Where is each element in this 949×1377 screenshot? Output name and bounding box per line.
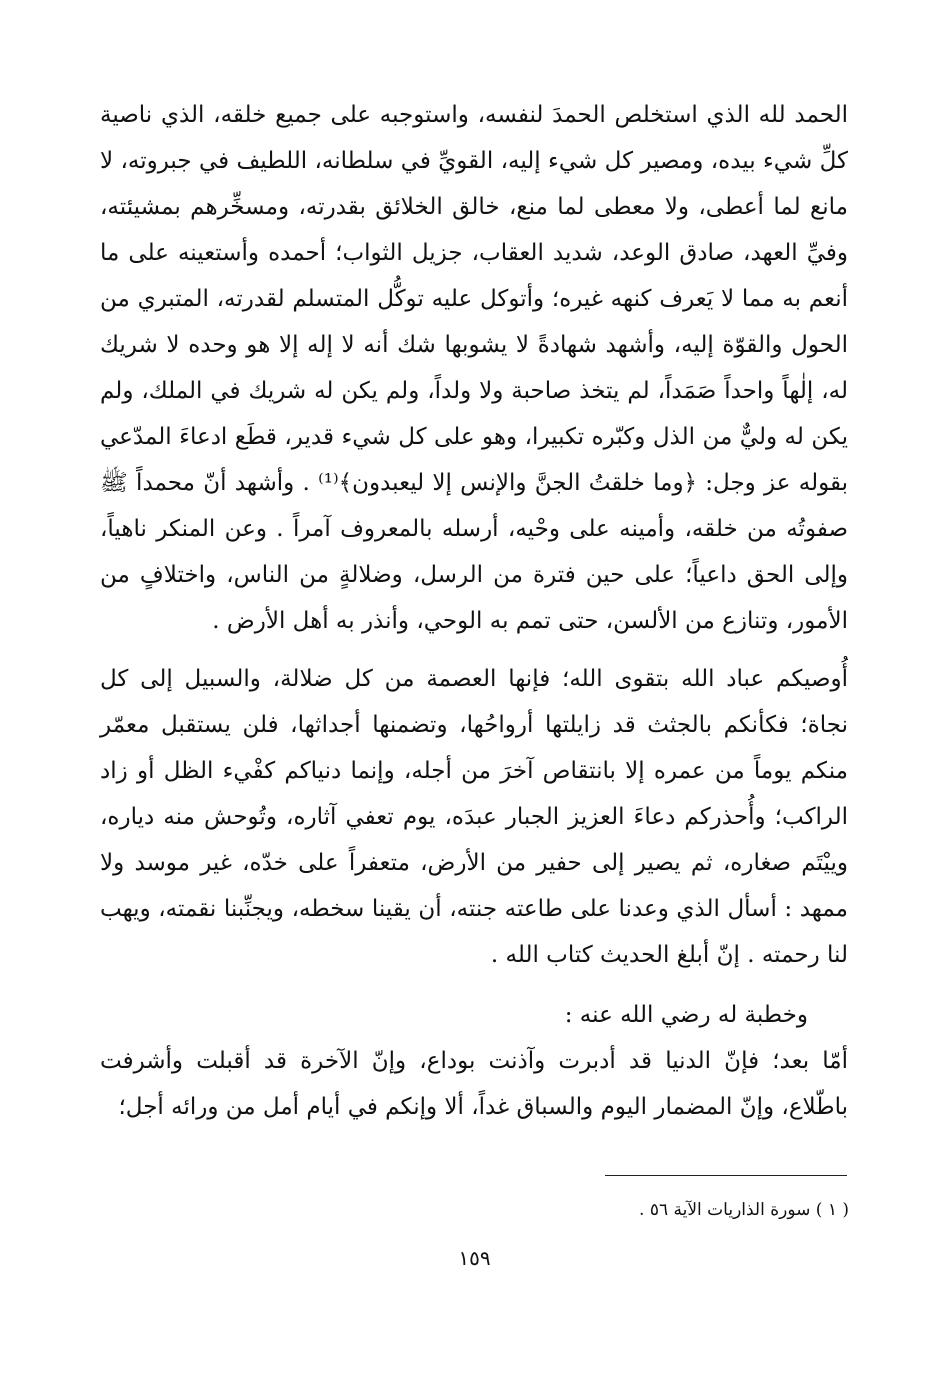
footnote-divider [605,1175,847,1176]
paragraph-sermon-start: أمّا بعد؛ فإنّ الدنيا قد أدبرت وآذنت بوداع، وإنّ الآخرة قد أقبلت وأشرفت باطّلاع، وإنّ المضمار اليوم والسباق غداً، ألا وإنكم في أيام أمل من ورائه أجل؛ [100,1048,848,1120]
paragraph-opening-praise: الحمد لله الذي استخلص الحمدَ لنفسه، واستوجبه على جميع خلقه، الذي ناصية كلِّ شيء بيده، ومصير كل شيء إليه، القويِّ في سلطانه، اللطيف في جبروته، لا مانع لما أعطى، ولا معطى لما منع، خالق الخلائق بقدرته، ومسخِّرهم بمشيئته، وفيِّ العهد، صادق الوعد، شديد العقاب، جزيل الثواب؛ أحمده وأستعينه على ما أنعم به مما لا يَعرف كنهه غيره؛ وأتوكل عليه توكُّل المتسلم لقدرته، المتبري من الحول والقوّة إليه، وأشهد شهادةً لا يشوبها شك أنه لا إله إلا هو وحده لا شريك له، إلٰهاً واحداً صَمَداً، لم يتخذ صاحبة ولا ولداً، ولم يكن له شريك في الملك، ولم يكن له وليٌّ من الذل وكبّره تكبيرا، وهو على كل شيء قدير، قطَع ادعاءَ المدّعي بقوله عز وجل: ﴿وما خلقتُ الجنَّ والإنس إلا ليعبدون﴾⁽¹⁾ . وأشهد أنّ محمداً ﷺ صفوتُه من خلقه، وأمينه على وحْيه، أرسله بالمعروف آمراً . وعن المنكر ناهياً، وإلى الحق داعياً؛ على حين فترة من الرسل، وضلالةٍ من الناس، واختلافٍ من الأمور، وتنازع من الألسن، حتى تمم به الوحي، وأنذر به أهل الأرض . [100,102,848,634]
sermon-heading: وخطبة له رضي الله عنه : [564,1002,808,1028]
page-body [100,92,848,1130]
footnote: ( ١ ) سورة الذاريات الآية ٥٦ . [639,1200,849,1220]
page-number: ١٥٩ [458,1246,491,1270]
paragraph-exhortation: أُوصيكم عباد الله بتقوى الله؛ فإنها العصمة من كل ضلالة، والسبيل إلى كل نجاة؛ فكأنكم بالجثث قد زايلتها أرواحُها، وتضمنها أجداثها، فلن يستقبل معمّر منكم يوماً من عمره إلا بانتقاص آخرَ من أجله، وإنما دنياكم كفْيء الظل أو زاد الراكب؛ وأُحذركم دعاءَ العزيز الجبار عبدَه، يوم تعفي آثاره، وتُوحش منه دياره، وييْتَم صغاره، ثم يصير إلى حفير من الأرض، متعفراً على خدّه، غير موسد ولا ممهد : أسأل الذي وعدنا على طاعته جنته، أن يقينا سخطه، ويجنِّبنا نقمته، ويهب لنا رحمته . إنّ أبلغ الحديث كتاب الله . [100,666,848,968]
